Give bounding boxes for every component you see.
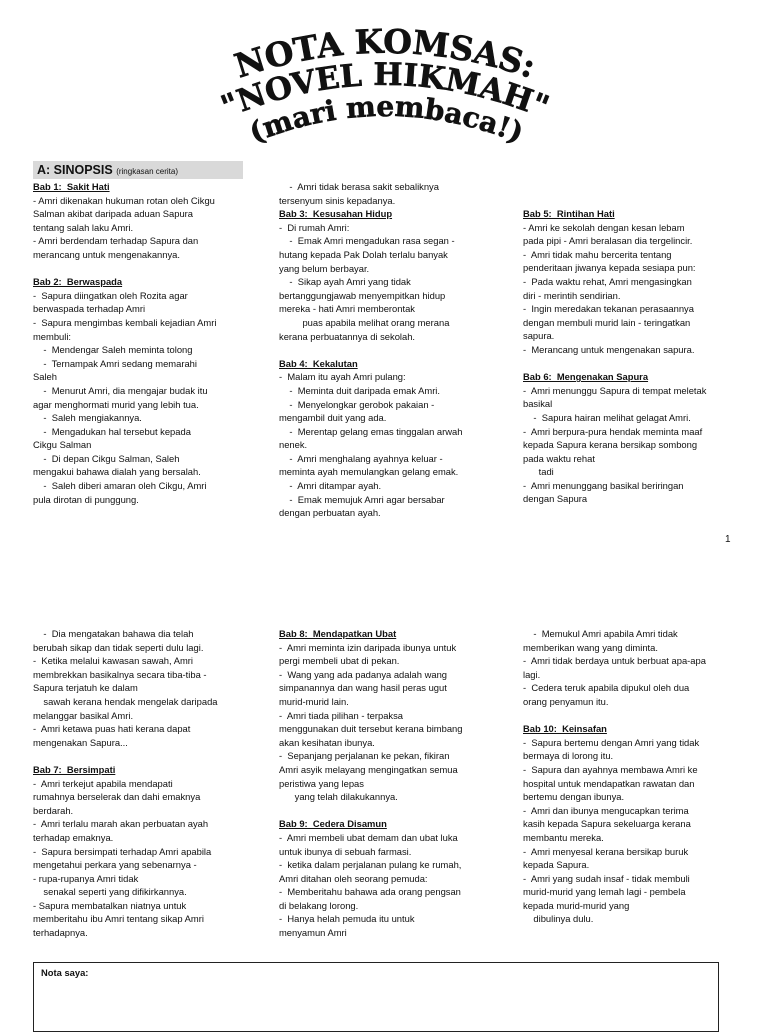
text-line: - Amri dan ibunya mengucapkan terima [523,804,689,816]
text-line: rumahnya berselerak dan dahi emaknya [33,791,201,803]
text-line: puas apabila melihat orang merana [279,316,450,328]
title-line-2: "NOVEL HIKMAH" [216,56,554,126]
text-line: kepada Sapura kerana bersikap sombong [523,439,698,451]
notes-label: Nota saya: [41,967,89,978]
chapter-heading: Bab 10: Keinsafan [523,723,607,735]
text-line: pula dirotan di punggung. [33,493,139,505]
text-line: memberikan wang yang diminta. [523,641,658,653]
text-line: bertemu dengan ibunya. [523,791,625,803]
text-line: - Amri menghalang ayahnya keluar - [279,452,443,464]
text-line: Saleh [33,371,57,383]
chapter-heading: Bab 3: Kesusahan Hidup [279,208,393,220]
column-5 [279,627,494,957]
text-line: nenek. [279,439,308,451]
text-line: - Ketika melalui kawasan sawah, Amri [33,655,193,667]
text-line: - Hanya helah pemuda itu untuk [279,913,415,925]
text-line: - Saleh diberi amaran oleh Cikgu, Amri [33,480,207,492]
text-line: - Mengadukan hal tersebut kepada [33,425,191,437]
chapter-heading: Bab 5: Rintihan Hati [523,208,615,219]
text-line: - Sapura diingatkan oleh Rozita agar [33,289,188,301]
text-line: dibulinya dulu. [523,913,594,925]
text-line: menggunakan duit tersebut kerana bimbang [279,723,463,735]
title-line-1: NOTA KOMSAS: [229,21,541,86]
text-line: - Malam itu ayah Amri pulang: [279,371,406,383]
chapter-heading: Bab 1: Sakit Hati [33,181,110,192]
text-line: tentang salah laku Amri. [33,221,134,233]
text-line: dengan membuli murid lain - teringatkan [523,316,691,328]
text-line: bermaya di lorong itu. [523,750,614,762]
section-label: A: SINOPSIS [37,163,113,177]
text-line: orang penyamun itu. [523,695,609,707]
text-line: dengan Sapura [523,493,588,505]
text-line: - Amri tidak mahu bercerita tentang [523,248,672,260]
text-line: mengakui bahawa dialah yang bersalah. [33,466,201,478]
text-line: - Amri tiada pilihan - terpaksa [279,709,404,721]
column-2 [279,180,494,535]
text-line: untuk ibunya di sebuah farmasi. [279,845,412,857]
text-line: memberitahu ibu Amri tentang sikap Amri [33,913,204,925]
text-line: yang telah dilakukannya. [279,791,398,803]
text-line: - Sapura dan ayahnya membawa Amri ke [523,763,698,775]
column-1 [33,180,248,525]
text-line: - ketika dalam perjalanan pulang ke rumah, [279,859,462,871]
text-line: tersenyum sinis kepadanya. [279,194,396,206]
section-heading [33,161,243,179]
text-line: dengan perbuatan ayah. [279,507,381,519]
text-line: - Sepanjang perjalanan ke pekan, fikiran [279,750,450,762]
text-line: Salman akibat daripada aduan Sapura [33,208,194,220]
text-line: - Emak Amri mengadukan rasa segan - [279,235,455,247]
text-line: - Amri berpura-pura hendak meminta maaf [523,425,703,437]
text-line: - Emak memujuk Amri agar bersabar [279,493,445,505]
text-line: - Amri terlalu marah akan perbuatan ayah [33,818,209,830]
text-line: sawah kerana hendak mengelak daripada [33,695,218,707]
title-line-3: (mari membaca!) [244,89,529,150]
text-line: - Wang yang ada padanya adalah wang [279,668,448,680]
text-line: diri - merintih sendirian. [523,289,621,301]
text-line: - Amri menunggu Sapura di tempat meletak [523,384,707,396]
text-line: - Di rumah Amri: [279,221,350,233]
text-line: pada waktu rehat [523,452,595,464]
blank-line [33,749,248,763]
text-line: hutang kepada Pak Dolah terlalu banyak [279,248,448,260]
text-line: - Saleh mengiakannya. [33,412,142,424]
chapter-heading: Bab 4: Kekalutan [279,357,358,369]
text-line: - Mendengar Saleh meminta tolong [33,344,193,356]
text-line: - Amri ke sekolah dengan kesan lebam [523,221,685,233]
text-line: - Amri tidak berasa sakit sebaliknya [279,181,439,192]
blank-line [279,343,494,357]
text-line: tadi [523,466,554,478]
text-line: - Ingin meredakan tekanan perasaannya [523,303,694,315]
text-line: lagi. [523,668,541,680]
notes-box [33,962,719,1032]
text-line: - Amri membeli ubat demam dan ubat luka [279,831,458,843]
text-line: - Amri dikenakan hukuman rotan oleh Cikgu [33,194,215,206]
text-line: - Sapura bersimpati terhadap Amri apabila [33,845,212,857]
text-line: sapura. [523,330,555,342]
text-line: - Amri tidak berdaya untuk berbuat apa-apa [523,655,706,667]
text-line: pada pipi - Amri beralasan dia tergelincir. [523,235,693,247]
column-4 [33,627,248,957]
text-line: terhadap emaknya. [33,831,114,843]
chapter-heading: Bab 6: Mengenakan Sapura [523,371,649,383]
text-line: - Amri menunggang basikal beriringan [523,479,684,491]
chapter-heading: Bab 7: Bersimpati [33,763,116,775]
text-line: berdarah. [33,804,74,816]
text-line: membantu mereka. [523,831,604,843]
text-line: menyamun Amri [279,927,347,939]
text-line: kasih kepada Sapura sekeluarga kerana [523,818,691,830]
text-line: murid-murid yang lemah lagi - pembela [523,886,686,898]
text-line: - Cedera teruk apabila dipukul oleh dua [523,682,690,694]
text-line: - Ternampak Amri sedang memarahi [33,357,197,369]
text-line: mengetahui perkara yang sebenarnya - [33,859,197,871]
text-line: penderitaan jiwanya kepada sesiapa pun: [523,262,696,274]
text-line: berwaspada terhadap Amri [33,303,146,315]
text-line: simpanannya dan wang hasil peras ugut [279,682,447,694]
text-line: - Memberitahu bahawa ada orang pengsan [279,886,461,898]
column-6 [523,627,738,957]
text-line: - Memukul Amri apabila Amri tidak [523,628,678,639]
text-line: melanggar basikal Amri. [33,709,134,721]
text-line: - Menurut Amri, dia mengajar budak itu [33,384,208,396]
text-line: kepada murid-murid yang [523,899,630,911]
text-line: membuli: [33,330,72,342]
text-line: - Sapura hairan melihat gelagat Amri. [523,411,691,423]
text-line: yang belum berbayar. [279,262,370,274]
text-line: Amri asyik melayang mengingatkan semua [279,763,458,775]
text-line: - Amri terkejut apabila mendapati [33,777,173,789]
text-line: - Merancang untuk mengenakan sapura. [523,343,695,355]
text-line: agar menghormati murid yang lebih tua. [33,398,199,410]
chapter-heading: Bab 2: Berwaspada [33,276,123,288]
section-sublabel: (ringkasan cerita) [116,167,179,176]
text-line: berubah sikap dan tidak seperti dulu lagi. [33,641,204,653]
text-line: - Amri yang sudah insaf - tidak membuli [523,872,690,884]
text-line: - Pada waktu rehat, Amri mengasingkan [523,275,692,287]
text-line: - Amri ketawa puas hati kerana dapat [33,723,191,735]
text-line: meminta ayah memulangkan gelang emak. [279,466,459,478]
text-line: hospital untuk mendapatkan rawatan dan [523,777,695,789]
text-line: murid-murid lain. [279,695,349,707]
text-line: - Sapura membatalkan niatnya untuk [33,899,187,911]
text-line: Cikgu Salman [33,439,92,451]
text-line: mengenakan Sapura... [33,736,128,748]
text-line: - Amri ditampar ayah. [279,480,382,492]
text-line: - rupa-rupanya Amri tidak [33,872,139,884]
text-line: - Dia mengatakan bahawa dia telah [33,628,194,639]
text-line: kepada Sapura. [523,859,590,871]
blank-line [33,262,248,276]
text-line: kerana perbuatannya di sekolah. [279,330,416,342]
chapter-heading: Bab 8: Mendapatkan Ubat [279,628,397,639]
text-line: - Di depan Cikgu Salman, Saleh [33,452,180,464]
text-line: - Sikap ayah Amri yang tidak [279,276,411,288]
text-line: pergi membeli ubat di pekan. [279,655,400,667]
text-line: di belakang lorong. [279,899,359,911]
text-line: - Amri berdendam terhadap Sapura dan [33,235,199,247]
text-line: peristiwa yang lepas [279,777,364,789]
text-line: Sapura terjatuh ke dalam [33,682,138,694]
blank-line [523,709,738,723]
text-line: - Meminta duit daripada emak Amri. [279,384,440,396]
text-line: - Sapura mengimbas kembali kejadian Amri [33,316,217,328]
text-line: - Menyelongkar gerobok pakaian - [279,398,435,410]
text-line: Amri ditahan oleh seorang pemuda: [279,872,428,884]
column-3 [523,207,738,522]
text-line: bertanggungjawab menyempitkan hidup [279,289,446,301]
text-line: - Sapura bertemu dengan Amri yang tidak [523,736,700,748]
text-line: - Amri menyesal kerana bersikap buruk [523,845,689,857]
text-line: membrekkan basikalnya secara tiba-tiba - [33,668,207,680]
blank-line [523,357,738,371]
chapter-heading: Bab 9: Cedera Disamun [279,818,387,830]
text-line: - Amri meminta izin daripada ibunya untuk [279,641,457,653]
text-line: mereka - hati Amri memberontak [279,303,415,315]
text-line: terhadapnya. [33,927,88,939]
text-line: senakal seperti yang difikirkannya. [33,886,187,898]
text-line: basikal [523,398,553,410]
text-line: akan kesihatan ibunya. [279,736,375,748]
page-title [0,0,768,160]
blank-line [279,804,494,818]
text-line: - Merentap gelang emas tinggalan arwah [279,425,463,437]
text-line: mengambil duit yang ada. [279,412,387,424]
text-line: merancang untuk mengenakannya. [33,248,180,260]
page-number: 1 [725,534,731,545]
